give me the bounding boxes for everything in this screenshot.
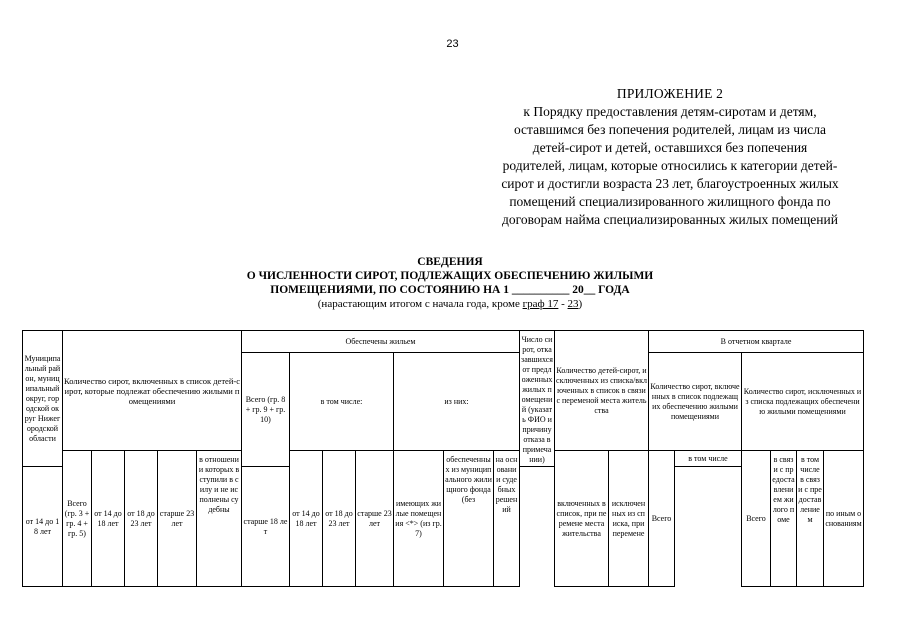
cell-text: + bbox=[267, 404, 277, 414]
in-that-number-header: в том числе bbox=[675, 451, 742, 467]
appendix-line: сирот и достигли возраста 23 лет, благоустроенных жилых bbox=[501, 176, 839, 191]
report-title: СВЕДЕНИЯ bbox=[417, 256, 483, 268]
appendix-line: к Порядку предоставления детям-сиротам и детям, bbox=[523, 104, 817, 119]
cell-text: ) bbox=[83, 528, 86, 538]
incl-due-to-header: в том числе в связи с предоставлением bbox=[797, 451, 824, 587]
count-in-list-header: Количество сирот, включенных в список детей-сирот, которые подлежат обеспечению жилыми помещениями bbox=[63, 331, 242, 451]
other-grounds-header: по иным основаниям bbox=[824, 451, 864, 587]
court-basis-header: на основании судебных решений bbox=[494, 451, 520, 587]
appendix-line: оставшимся без попечения родителей, лицам из числа bbox=[513, 122, 827, 137]
provided-14-18-header: от 14 до 18 лет bbox=[290, 451, 323, 587]
reporting-quarter-header: В отчетном квартале bbox=[649, 331, 864, 353]
note-text: ) bbox=[578, 298, 583, 310]
age-18-23-header: от 18 до 23 лет bbox=[125, 451, 158, 587]
quarter-total-included-header: Всего bbox=[649, 451, 675, 587]
link-column-23[interactable]: 23 bbox=[567, 298, 579, 310]
link-gr-10[interactable]: гр. 10 bbox=[260, 404, 286, 424]
cell-text: ) bbox=[419, 528, 422, 538]
cell-text: + bbox=[245, 404, 253, 414]
municipality-header: Муниципальный район, муниципальный округ, городской округ Нижегородской области bbox=[23, 331, 63, 467]
link-gr-4[interactable]: гр. 4 bbox=[66, 518, 82, 528]
link-gr-9[interactable]: гр. 9 bbox=[252, 404, 268, 414]
link-column-17[interactable]: граф 17 bbox=[522, 298, 559, 310]
report-table bbox=[22, 330, 864, 587]
due-to-provision-header: в связи с предоставлением жилого поме bbox=[771, 451, 797, 587]
of-them-header: из них: bbox=[394, 353, 520, 451]
report-subtitle-line: О ЧИСЛЕННОСТИ СИРОТ, ПОДЛЕЖАЩИХ ОБЕСПЕЧЕНИЮ ЖИЛЫМИ bbox=[246, 270, 654, 282]
link-gr-7[interactable]: гр. 7 bbox=[415, 518, 442, 538]
cell-text: ) bbox=[268, 414, 271, 424]
report-note bbox=[150, 297, 750, 311]
provided-housing-header: Обеспечены жильем bbox=[242, 331, 520, 353]
age-over-23-header: старше 23 лет bbox=[158, 451, 197, 587]
cell-text: Всего ( bbox=[64, 498, 87, 518]
cell-text: + bbox=[81, 518, 88, 528]
excluded-list-header: исключенных из списка, при перемене bbox=[609, 451, 649, 587]
note-text: (нарастающим итогом с начала года, кроме bbox=[317, 298, 523, 310]
note-text: - bbox=[558, 298, 568, 310]
report-subtitle-line: ПОМЕЩЕНИЯМИ, ПО СОСТОЯНИЮ НА 1 __________ 20__ ГОДА bbox=[270, 284, 630, 296]
link-footnote[interactable]: <*> bbox=[405, 518, 419, 528]
cell-text: Всего ( bbox=[245, 394, 270, 404]
age-14-18-header: от 14 до 18 лет bbox=[92, 451, 125, 587]
appendix-line: родителей, лицам, которые относились к категории детей- bbox=[502, 158, 838, 173]
cell-text: + bbox=[82, 508, 90, 518]
appendix-line: договорам найма специализированных жилых помещений bbox=[502, 212, 838, 227]
including-header: в том числе: bbox=[290, 353, 394, 451]
cell-text: (из bbox=[418, 518, 433, 528]
quarter-included-header: Количество сирот, включенных в список подлежащих обеспечению жилыми помещениями bbox=[649, 353, 742, 451]
having-housing-header bbox=[394, 451, 444, 587]
appendix-title: ПРИЛОЖЕНИЕ 2 bbox=[616, 86, 724, 101]
quarter-total-excluded-header: Всего bbox=[742, 451, 771, 587]
total-provided-header bbox=[242, 353, 290, 467]
appendix-line: помещений специализированного жилищного фонда по bbox=[509, 194, 831, 209]
link-gr-8[interactable]: гр. 8 bbox=[270, 394, 286, 404]
included-list-header: включенных в список, при перемене места жительства bbox=[555, 451, 609, 587]
page-number: 23 bbox=[446, 38, 459, 50]
court-decisions-header: в отношении которых вступили в силу и не исполнены судебны bbox=[197, 451, 242, 587]
refused-header: Число сирот, отказавшихся от предложенных жилых помещений (указать ФИО и причину отказа в примечании) bbox=[520, 331, 555, 467]
cell-text: имеющих жилые помещения bbox=[395, 498, 442, 528]
total-in-list-header bbox=[63, 451, 92, 587]
municipal-fund-header: обеспеченных из муниципального жилищного фонда (без bbox=[444, 451, 494, 587]
report-heading bbox=[150, 255, 750, 311]
link-gr-3[interactable]: гр. 3 bbox=[67, 508, 83, 518]
quarter-excluded-header: Количество сирот, исключенных из списка подлежащих обеспечению жилыми помещениями bbox=[742, 353, 864, 451]
quarter-14-18-header: от 14 до 18 лет bbox=[23, 467, 63, 587]
appendix-block bbox=[470, 85, 870, 229]
provided-over-23-header: старше 23 лет bbox=[356, 451, 394, 587]
excluded-count-header: Количество детей-сирот, исключенных из списка/включенных в список в связи с переменой места жительства bbox=[555, 331, 649, 451]
provided-18-23-header: от 18 до 23 лет bbox=[323, 451, 356, 587]
appendix-line: детей-сирот и детей, оставшихся без попечения bbox=[532, 140, 808, 155]
link-gr-5[interactable]: гр. 5 bbox=[68, 528, 84, 538]
quarter-over-18-header: старше 18 лет bbox=[242, 467, 290, 587]
